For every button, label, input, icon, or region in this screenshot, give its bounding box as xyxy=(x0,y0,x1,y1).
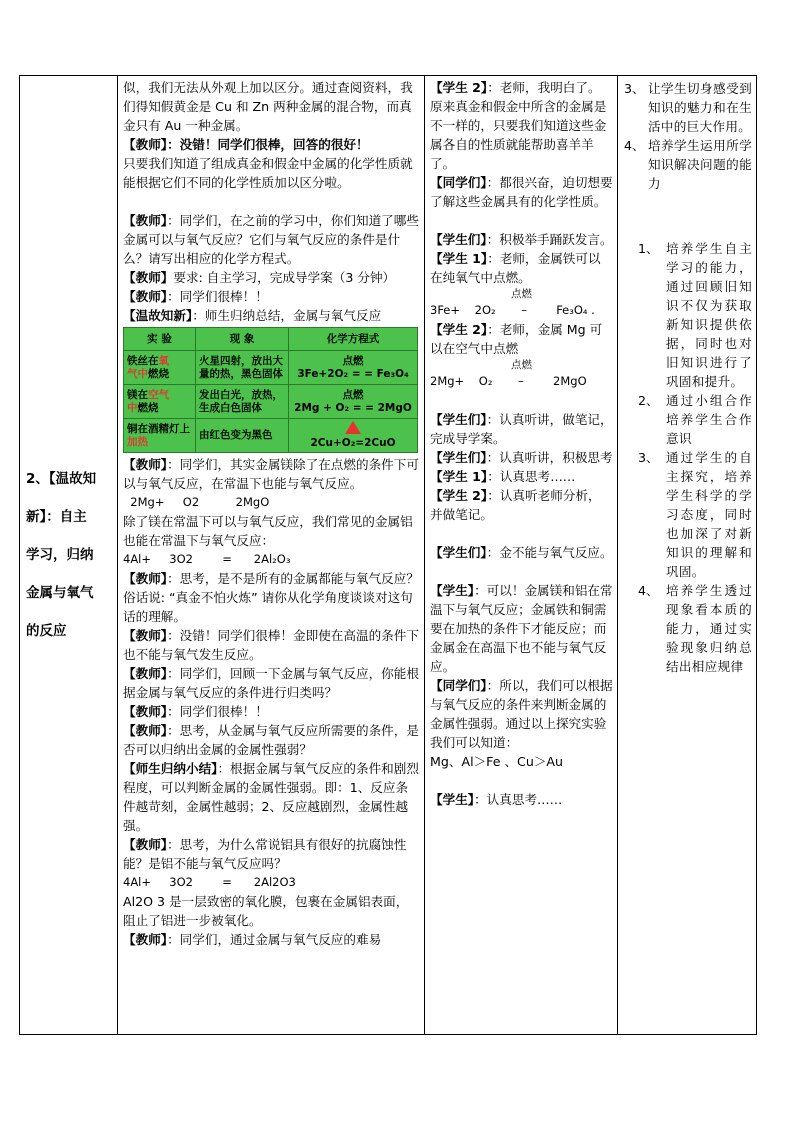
student-paragraph: 【学生 1】：老师，金属铁可以在纯氧气中点燃。 xyxy=(430,251,601,285)
teacher-paragraph: 似，我们无法从外观上加以区分。通过查阅资料，我们得知假黄金是 Cu 和 Zn 两种金属的混合物，而真金只有 Au 一种金属。 xyxy=(123,80,413,133)
student-activity-cell xyxy=(425,76,618,1035)
teacher-paragraph: 【教师】：同学们，通过金属与氧气反应的难易 xyxy=(123,932,382,947)
equation: 2Mg+ O2 2MgO xyxy=(123,495,270,509)
reaction-row-copper: 铜在酒精灯上加热 由红色变为黑色 2Cu+O₂=2CuO xyxy=(124,419,417,452)
student-paragraph: 【学生们】：金不能与氧气反应。 xyxy=(430,545,613,560)
teacher-paragraph: 只要我们知道了组成真金和假金中金属的化学性质就能根据它们不同的化学性质加以区分啦。 xyxy=(123,156,413,190)
teacher-activity-cell xyxy=(118,76,425,1035)
teacher-paragraph: 【教师】：没错！同学们很棒！金即使在高温的条件下也不能与氧气发生反应。 xyxy=(123,628,419,662)
student-paragraph: 【学生 2】：老师，金属 Mg 可以在空气中点燃 xyxy=(430,322,603,356)
student-paragraph: 【学生】：可以！金属镁和铝在常温下与氧气反应；金属铁和铜需要在加热的条件下才能反应；而金属金在高温下也不能与氧气反应。 xyxy=(430,583,613,674)
teacher-paragraph: 【教师】：同学们，其实金属镁除了在点燃的条件下可以与氧气反应，在常温下也能与氧气反应。 xyxy=(123,457,419,491)
goal-item: 3、 通过学生的自主探究，培养学生科学的学习态度，同时也加深了对新知识的理解和巩固。 xyxy=(638,450,752,579)
design-intent-cell xyxy=(618,76,757,1035)
goal-item: 3、 让学生切身感受到知识的魅力和在生活中的巨大作用。 xyxy=(624,81,752,134)
reaction-summary-table xyxy=(123,327,418,453)
lesson-plan-table xyxy=(19,75,757,1035)
teacher-paragraph: 【教师】：同学们，在之前的学习中，你们知道了哪些金属可以与氧气反应？它们与氧气反应的条件是什么？请写出相应的化学方程式。 xyxy=(123,213,419,266)
teacher-paragraph: Al2O 3 是一层致密的氧化膜，包裹在金属铝表面，阻止了铝进一步被氧化。 xyxy=(123,894,409,928)
teacher-paragraph: 【教师】：思考，从金属与氧气反应所需要的条件，是否可以归纳出金属的金属性强弱？ xyxy=(123,723,419,757)
reaction-condition: 点燃 xyxy=(511,288,532,300)
equation: 2Mg+ O₂ – 2MgO xyxy=(430,374,587,388)
teacher-paragraph: 【教师】：同学们很棒！！ xyxy=(123,289,268,304)
equation: 4Al+ 3O2 = 2Al2O3 xyxy=(123,875,296,889)
student-paragraph: 【学生们】：积极举手踊跃发言。 xyxy=(430,232,613,247)
student-paragraph: 【同学们】：所以，我们可以根据与氧气反应的条件来判断金属的金属性强弱。通过以上探究实验我们可以知道： xyxy=(430,678,613,750)
stage-cell xyxy=(20,76,118,1035)
teacher-paragraph: 【教师】：思考，是不是所有的金属都能与氧气反应？ 俗话说: “真金不怕火炼” 请你从化学角度谈谈对这句话的理解。 xyxy=(123,571,419,624)
lesson-page xyxy=(19,75,755,1035)
student-paragraph: 【学生们】：认真听讲，做笔记，完成导学案。 xyxy=(430,412,613,446)
student-paragraph: 【学生 2】：认真听老师分析，并做笔记。 xyxy=(430,488,601,522)
student-paragraph: 【同学们】：都很兴奋，迫切想要了解这些金属具有的化学性质。 xyxy=(430,175,613,209)
student-paragraph: 【学生们】：认真听讲，积极思考 xyxy=(430,450,613,465)
student-paragraph: 【学生】：认真思考…… xyxy=(430,792,563,807)
teacher-paragraph: 除了镁在常温下可以与氧气反应，我们常见的金属铝也能在常温下与氧气反应： xyxy=(123,514,413,548)
teacher-paragraph: 【教师】：同学们，回顾一下金属与氧气反应，你能根据金属与氧气反应的条件进行归类吗？ xyxy=(123,666,419,700)
goal-item: 4、 培养学生运用所学知识解决问题的能力 xyxy=(624,138,752,191)
student-paragraph: 【学生 1】：认真思考…… xyxy=(430,469,576,484)
teacher-paragraph: 【教师】：同学们很棒！！ xyxy=(123,704,268,719)
student-paragraph: Mg、Al＞Fe 、Cu＞Au xyxy=(430,754,564,769)
teacher-paragraph: 【教师】：思考，为什么常说铝具有很好的抗腐蚀性能？是铝不能与氧气反应吗？ xyxy=(123,837,407,871)
goal-item: 2、 通过小组合作培养学生合作意识 xyxy=(638,393,752,446)
teacher-paragraph: 【教师】要求: 自主学习，完成导学案（3 分钟） xyxy=(123,270,396,285)
goal-item: 1、 培养学生自主学习的能力，通过回顾旧知识不仅为获取新知识提供依据，同时也对旧知识进行了巩固和提升。 xyxy=(638,241,752,389)
reaction-table-header: 实 验 现 象 化学方程式 xyxy=(124,328,417,351)
stage-title: 2、【温故知 新】：自主 学习，归纳 金属与氧气 的反应 xyxy=(26,471,97,639)
teacher-paragraph: 【师生归纳小结】：根据金属与氧气反应的条件和剧烈程度，可以判断金属的金属性强弱。即：1、反应条件越苛刻，金属性越弱；2、反应越剧烈，金属性越强。 xyxy=(123,761,419,833)
student-paragraph: 【学生 2】：老师，我明白了。原来真金和假金中所含的金属是不一样的，只要我们知道这些金属各自的性质就能帮助喜羊羊了。 xyxy=(430,80,607,171)
reaction-row-iron: 铁丝在氧 气中燃烧 火星四射，放出大量的热，黑色固体 点燃 3Fe+2O₂ = = Fe₃O₄ xyxy=(124,351,417,385)
reaction-condition: 点燃 xyxy=(511,359,532,371)
equation: 3Fe+ 2O₂ – Fe₃O₄ . xyxy=(430,303,595,317)
equation: 4Al+ 3O2 = 2Al₂O₃ xyxy=(123,552,291,566)
heat-triangle-icon xyxy=(345,421,361,434)
reaction-row-magnesium: 镁在空气 中燃烧 发出白光，放热，生成白色固体 点燃 2Mg + O₂ = = 2MgO xyxy=(124,385,417,419)
teacher-paragraph: 【教师】：没错！同学们很棒，回答的很好！ xyxy=(123,137,369,152)
teacher-paragraph: 【温故知新】：师生归纳总结，金属与氧气反应 xyxy=(123,308,382,323)
goal-item: 4、 培养学生透过现象看本质的能力，通过实验现象归纳总结出相应规律 xyxy=(638,583,752,674)
